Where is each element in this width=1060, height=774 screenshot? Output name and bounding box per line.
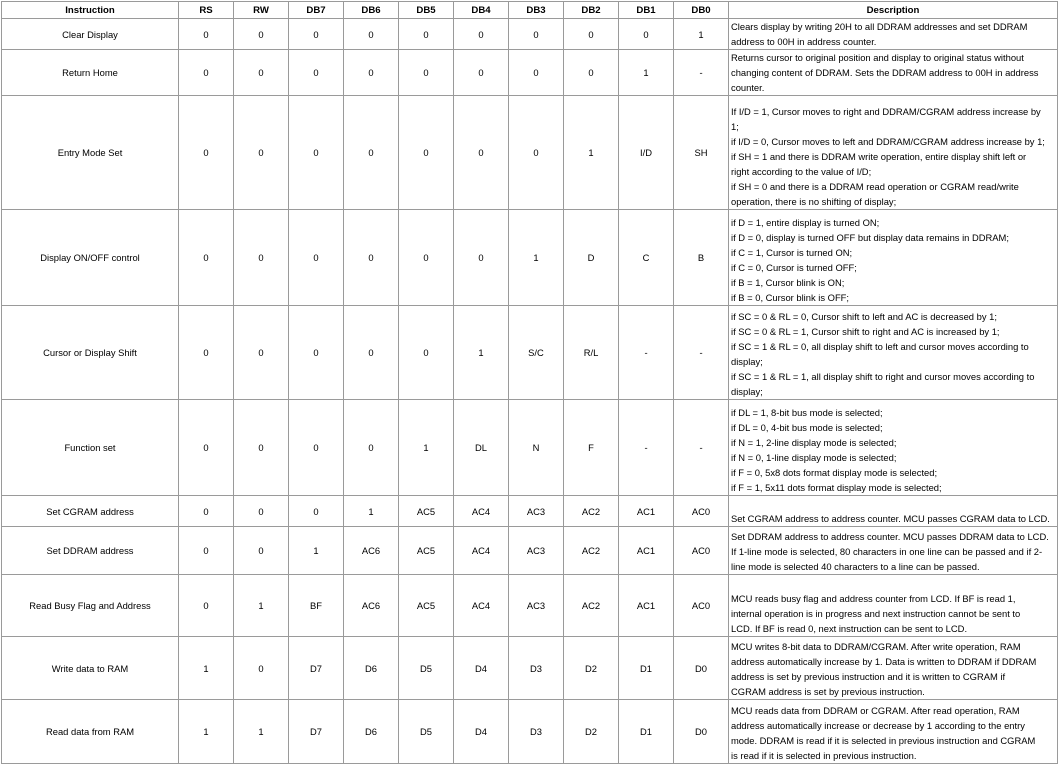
- db5-cell: AC5: [399, 575, 454, 637]
- db7-cell: 0: [289, 19, 344, 50]
- rs-cell: 0: [179, 306, 234, 400]
- db4-cell: AC4: [454, 496, 509, 527]
- db2-cell: 1: [564, 96, 619, 210]
- description-line: if D = 1, entire display is turned ON;: [731, 217, 880, 228]
- table-row: [2, 50, 1058, 96]
- db0-cell: 1: [674, 19, 729, 50]
- description-line: mode. DDRAM is read if it is selected in previous instruction and CGRAM: [731, 735, 1036, 746]
- description-line: If 1-line mode is selected, 80 characters in one line can be passed and if 2-: [731, 546, 1043, 557]
- db0-cell: AC0: [674, 575, 729, 637]
- db4-cell: DL: [454, 400, 509, 496]
- description-cell: [729, 496, 1058, 527]
- db0-cell: -: [674, 306, 729, 400]
- db3-cell: AC3: [509, 496, 564, 527]
- description-line: right according to the value of I/D;: [731, 166, 872, 177]
- db1-cell: AC1: [619, 575, 674, 637]
- description-line: if SC = 1 & RL = 0, all display shift to left and cursor moves according to: [731, 341, 1029, 352]
- description-cell: [729, 575, 1058, 637]
- db7-cell: D7: [289, 637, 344, 700]
- header-db0: DB0: [674, 2, 729, 19]
- description-cell: [729, 700, 1058, 764]
- instruction-cell: Set DDRAM address: [2, 527, 179, 575]
- description-line: if F = 0, 5x8 dots format display mode is selected;: [731, 467, 938, 478]
- description-line: if D = 0, display is turned OFF but display data remains in DDRAM;: [731, 232, 1009, 243]
- description-line: operation, there is no shifting of display;: [731, 196, 897, 207]
- description-cell: [729, 210, 1058, 306]
- db5-cell: D5: [399, 637, 454, 700]
- description-line: if SH = 0 and there is a DDRAM read operation or CGRAM read/write: [731, 181, 1019, 192]
- db7-cell: BF: [289, 575, 344, 637]
- db7-cell: 0: [289, 210, 344, 306]
- description-line: if SC = 0 & RL = 1, Cursor shift to right and AC is increased by 1;: [731, 326, 1000, 337]
- table-row: [2, 700, 1058, 764]
- db5-cell: D5: [399, 700, 454, 764]
- description-line: Set CGRAM address to address counter. MCU passes CGRAM data to LCD.: [731, 513, 1050, 524]
- db5-cell: 0: [399, 50, 454, 96]
- rw-cell: 0: [234, 637, 289, 700]
- description-line: display;: [731, 386, 763, 397]
- description-line: address automatically increase by 1. Data is written to DDRAM if DDRAM: [731, 656, 1037, 667]
- db2-cell: D: [564, 210, 619, 306]
- db2-cell: AC2: [564, 527, 619, 575]
- db5-cell: AC5: [399, 527, 454, 575]
- db4-cell: 0: [454, 19, 509, 50]
- instruction-cell: Display ON/OFF control: [2, 210, 179, 306]
- rw-cell: 0: [234, 96, 289, 210]
- db3-cell: 0: [509, 96, 564, 210]
- description-cell: [729, 96, 1058, 210]
- description-cell: [729, 527, 1058, 575]
- db5-cell: 0: [399, 306, 454, 400]
- db0-cell: -: [674, 400, 729, 496]
- table-row: [2, 527, 1058, 575]
- rs-cell: 0: [179, 400, 234, 496]
- db1-cell: I/D: [619, 96, 674, 210]
- table-row: [2, 496, 1058, 527]
- db6-cell: 0: [344, 50, 399, 96]
- description-line: internal operation is in progress and next instruction cannot be sent to: [731, 608, 1021, 619]
- rw-cell: 0: [234, 210, 289, 306]
- table-row: [2, 637, 1058, 700]
- db4-cell: 0: [454, 210, 509, 306]
- description-line: if SC = 1 & RL = 1, all display shift to right and cursor moves according to: [731, 371, 1035, 382]
- db4-cell: AC4: [454, 527, 509, 575]
- description-line: Returns cursor to original position and display to original status without: [731, 52, 1024, 63]
- db6-cell: 0: [344, 306, 399, 400]
- db2-cell: 0: [564, 19, 619, 50]
- header-row: [2, 2, 1058, 19]
- db4-cell: 0: [454, 50, 509, 96]
- rw-cell: 1: [234, 575, 289, 637]
- db0-cell: SH: [674, 96, 729, 210]
- db6-cell: AC6: [344, 575, 399, 637]
- table-row: [2, 210, 1058, 306]
- table-row: [2, 96, 1058, 210]
- description-line: if I/D = 0, Cursor moves to left and DDRAM/CGRAM address increase by 1;: [731, 136, 1045, 147]
- header-db1: DB1: [619, 2, 674, 19]
- instruction-cell: Cursor or Display Shift: [2, 306, 179, 400]
- db6-cell: 1: [344, 496, 399, 527]
- db6-cell: D6: [344, 637, 399, 700]
- header-rw: RW: [234, 2, 289, 19]
- description-line: changing content of DDRAM. Sets the DDRAM address to 00H in address: [731, 67, 1039, 78]
- db1-cell: -: [619, 306, 674, 400]
- rw-cell: 0: [234, 50, 289, 96]
- instruction-cell: Write data to RAM: [2, 637, 179, 700]
- db5-cell: AC5: [399, 496, 454, 527]
- instruction-table: [1, 1, 1058, 764]
- db7-cell: 0: [289, 50, 344, 96]
- db1-cell: D1: [619, 700, 674, 764]
- db6-cell: 0: [344, 19, 399, 50]
- description-cell: [729, 306, 1058, 400]
- instruction-cell: Return Home: [2, 50, 179, 96]
- db6-cell: D6: [344, 700, 399, 764]
- db4-cell: D4: [454, 700, 509, 764]
- db5-cell: 1: [399, 400, 454, 496]
- description-line: display;: [731, 356, 763, 367]
- db5-cell: 0: [399, 19, 454, 50]
- header-db2: DB2: [564, 2, 619, 19]
- header-db4: DB4: [454, 2, 509, 19]
- header-db6: DB6: [344, 2, 399, 19]
- rw-cell: 0: [234, 527, 289, 575]
- header-instruction: Instruction: [2, 2, 179, 19]
- db0-cell: AC0: [674, 496, 729, 527]
- description-line: line mode is selected 40 characters to a line can be passed.: [731, 561, 980, 572]
- db2-cell: 0: [564, 50, 619, 96]
- header-db7: DB7: [289, 2, 344, 19]
- description-line: if F = 1, 5x11 dots format display mode is selected;: [731, 482, 942, 493]
- rw-cell: 0: [234, 496, 289, 527]
- db7-cell: 0: [289, 400, 344, 496]
- description-line: address is set by previous instruction and it is written to CGRAM if: [731, 671, 1006, 682]
- description-line: 1;: [731, 121, 739, 132]
- db3-cell: N: [509, 400, 564, 496]
- rs-cell: 1: [179, 700, 234, 764]
- db4-cell: AC4: [454, 575, 509, 637]
- db2-cell: AC2: [564, 496, 619, 527]
- db2-cell: D2: [564, 700, 619, 764]
- instruction-cell: Entry Mode Set: [2, 96, 179, 210]
- rs-cell: 0: [179, 575, 234, 637]
- db1-cell: D1: [619, 637, 674, 700]
- db4-cell: D4: [454, 637, 509, 700]
- db1-cell: AC1: [619, 527, 674, 575]
- db3-cell: AC3: [509, 575, 564, 637]
- header-db3: DB3: [509, 2, 564, 19]
- description-line: if N = 1, 2-line display mode is selected;: [731, 437, 897, 448]
- db7-cell: 0: [289, 96, 344, 210]
- table-row: [2, 575, 1058, 637]
- instruction-cell: Read data from RAM: [2, 700, 179, 764]
- db1-cell: C: [619, 210, 674, 306]
- db4-cell: 0: [454, 96, 509, 210]
- db2-cell: AC2: [564, 575, 619, 637]
- description-line: if SC = 0 & RL = 0, Cursor shift to left and AC is decreased by 1;: [731, 311, 997, 322]
- table-row: [2, 19, 1058, 50]
- rs-cell: 0: [179, 50, 234, 96]
- description-line: if SH = 1 and there is DDRAM write operation, entire display shift left or: [731, 151, 1027, 162]
- description-line: address to 00H in address counter.: [731, 36, 877, 47]
- description-line: MCU reads busy flag and address counter from LCD. If BF is read 1,: [731, 593, 1016, 604]
- instruction-cell: Set CGRAM address: [2, 496, 179, 527]
- description-cell: [729, 19, 1058, 50]
- description-line: if B = 0, Cursor blink is OFF;: [731, 292, 849, 303]
- db6-cell: 0: [344, 96, 399, 210]
- table-row: [2, 400, 1058, 496]
- description-line: Clears display by writing 20H to all DDRAM addresses and set DDRAM: [731, 21, 1028, 32]
- rw-cell: 0: [234, 19, 289, 50]
- description-line: MCU reads data from DDRAM or CGRAM. After read operation, RAM: [731, 705, 1020, 716]
- db3-cell: D3: [509, 700, 564, 764]
- header-db5: DB5: [399, 2, 454, 19]
- rw-cell: 0: [234, 400, 289, 496]
- db3-cell: S/C: [509, 306, 564, 400]
- db0-cell: -: [674, 50, 729, 96]
- instruction-cell: Read Busy Flag and Address: [2, 575, 179, 637]
- description-line: CGRAM address is set by previous instruction.: [731, 686, 925, 697]
- db4-cell: 1: [454, 306, 509, 400]
- rs-cell: 0: [179, 210, 234, 306]
- rs-cell: 0: [179, 96, 234, 210]
- db2-cell: D2: [564, 637, 619, 700]
- db3-cell: 0: [509, 50, 564, 96]
- db0-cell: B: [674, 210, 729, 306]
- description-line: address automatically increase or decrease by 1 according to the entry: [731, 720, 1025, 731]
- db7-cell: 1: [289, 527, 344, 575]
- db0-cell: D0: [674, 700, 729, 764]
- description-line: if DL = 0, 4-bit bus mode is selected;: [731, 422, 883, 433]
- db6-cell: 0: [344, 400, 399, 496]
- db1-cell: 0: [619, 19, 674, 50]
- description-cell: [729, 637, 1058, 700]
- description-line: LCD. If BF is read 0, next instruction can be sent to LCD.: [731, 623, 968, 634]
- description-line: counter.: [731, 82, 765, 93]
- db1-cell: AC1: [619, 496, 674, 527]
- header-rs: RS: [179, 2, 234, 19]
- description-line: Set DDRAM address to address counter. MCU passes DDRAM data to LCD.: [731, 531, 1049, 542]
- db1-cell: 1: [619, 50, 674, 96]
- db3-cell: 0: [509, 19, 564, 50]
- db3-cell: D3: [509, 637, 564, 700]
- table-row: [2, 306, 1058, 400]
- rw-cell: 1: [234, 700, 289, 764]
- header-description: Description: [729, 2, 1058, 19]
- rs-cell: 1: [179, 637, 234, 700]
- db2-cell: R/L: [564, 306, 619, 400]
- db3-cell: 1: [509, 210, 564, 306]
- description-line: if C = 0, Cursor is turned OFF;: [731, 262, 857, 273]
- instruction-cell: Clear Display: [2, 19, 179, 50]
- db0-cell: AC0: [674, 527, 729, 575]
- description-line: if N = 0, 1-line display mode is selected;: [731, 452, 897, 463]
- rs-cell: 0: [179, 527, 234, 575]
- db1-cell: -: [619, 400, 674, 496]
- db3-cell: AC3: [509, 527, 564, 575]
- rs-cell: 0: [179, 496, 234, 527]
- description-line: is read if it is selected in previous instruction.: [731, 750, 917, 761]
- rs-cell: 0: [179, 19, 234, 50]
- db7-cell: D7: [289, 700, 344, 764]
- description-line: if DL = 1, 8-bit bus mode is selected;: [731, 407, 883, 418]
- description-line: if B = 1, Cursor blink is ON;: [731, 277, 845, 288]
- db7-cell: 0: [289, 496, 344, 527]
- db6-cell: AC6: [344, 527, 399, 575]
- description-cell: [729, 50, 1058, 96]
- db6-cell: 0: [344, 210, 399, 306]
- instruction-cell: Function set: [2, 400, 179, 496]
- db0-cell: D0: [674, 637, 729, 700]
- description-line: MCU writes 8-bit data to DDRAM/CGRAM. After write operation, RAM: [731, 641, 1021, 652]
- description-line: if C = 1, Cursor is turned ON;: [731, 247, 853, 258]
- rw-cell: 0: [234, 306, 289, 400]
- db7-cell: 0: [289, 306, 344, 400]
- description-line: If I/D = 1, Cursor moves to right and DDRAM/CGRAM address increase by: [731, 106, 1041, 117]
- db5-cell: 0: [399, 210, 454, 306]
- description-cell: [729, 400, 1058, 496]
- db5-cell: 0: [399, 96, 454, 210]
- db2-cell: F: [564, 400, 619, 496]
